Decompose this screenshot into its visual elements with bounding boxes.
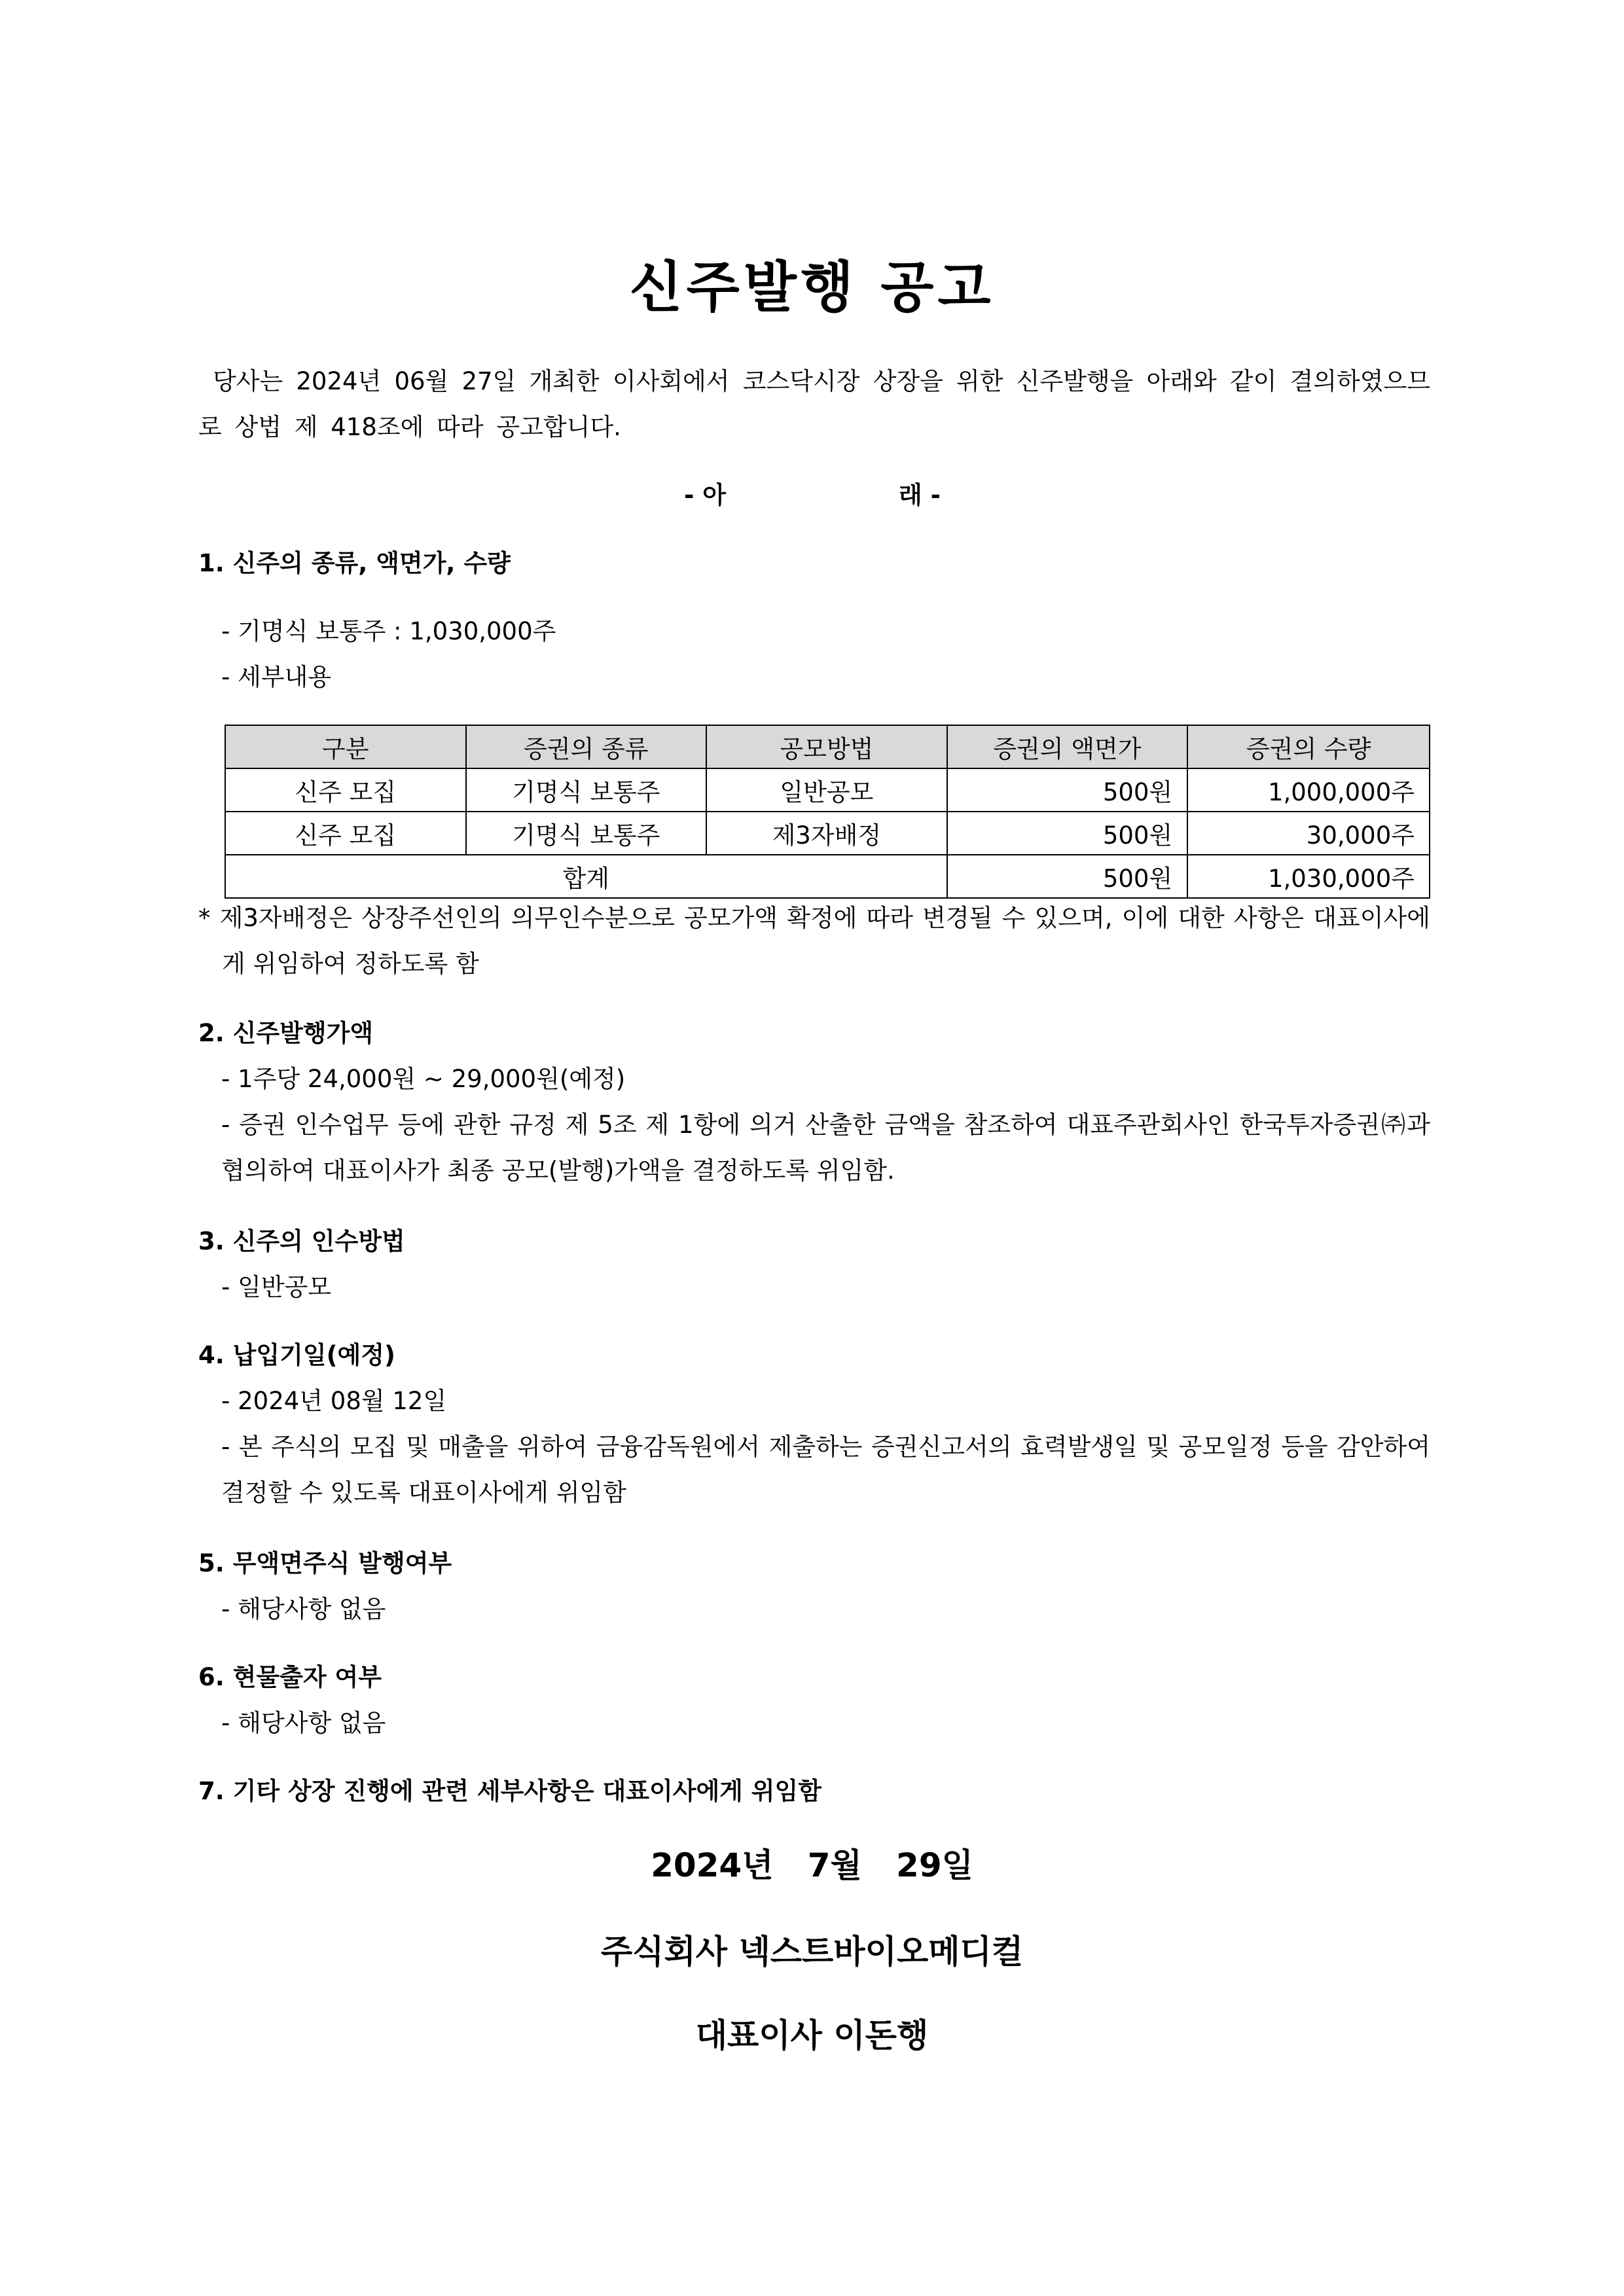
table-cell: 일반공모 (706, 768, 947, 812)
section5-heading: 5. 무액면주식 발행여부 (198, 1549, 452, 1577)
table-header-security-type: 증권의 종류 (466, 725, 707, 768)
table-cell: 500원 (947, 768, 1188, 812)
table-cell: 30,000주 (1187, 812, 1430, 855)
table-cell: 500원 (947, 812, 1188, 855)
below-marker-left: - 아 (684, 481, 726, 509)
section4-heading: 4. 납입기일(예정) (198, 1341, 395, 1369)
page-title: 신주발행 공고 (629, 255, 995, 319)
section1-item-type: - 기명식 보통주 : 1,030,000주 (221, 617, 556, 645)
table-header-offering-method: 공모방법 (706, 725, 947, 768)
section2-heading: 2. 신주발행가액 (198, 1019, 374, 1047)
table-total-quantity: 1,030,000주 (1187, 855, 1430, 898)
share-details-table (225, 725, 1430, 899)
section3-heading: 3. 신주의 인수방법 (198, 1227, 405, 1255)
table-total-par: 500원 (947, 855, 1188, 898)
section2-item-price: - 1주당 24,000원 ~ 29,000원(예정) (221, 1065, 626, 1093)
table-cell: 신주 모집 (225, 812, 466, 855)
section1-note: * 제3자배정은 상장주선인의 의무인수분으로 공모가액 확정에 따라 변경될 수 있으며, 이에 대한 사항은 대표이사에게 위임하여 정하도록 함 (198, 904, 1430, 978)
company-name: 주식회사 넥스트바이오메디컬 (600, 1933, 1024, 1971)
table-header-row (225, 725, 1430, 768)
table-header-par-value: 증권의 액면가 (947, 725, 1188, 768)
table-cell: 기명식 보통주 (466, 768, 707, 812)
table-cell: 1,000,000주 (1187, 768, 1430, 812)
table-header-quantity: 증권의 수량 (1187, 725, 1430, 768)
table-cell: 제3자배정 (706, 812, 947, 855)
section4-item-detail: - 본 주식의 모집 및 매출을 위하여 금융감독원에서 제출하는 증권신고서의 효력발생일 및 공모일정 등을 감안하여 결정할 수 있도록 대표이사에게 위임함 (221, 1433, 1430, 1507)
section6-heading: 6. 현물출자 여부 (198, 1663, 382, 1691)
table-total-label: 합계 (225, 855, 947, 898)
section7-heading: 7. 기타 상장 진행에 관련 세부사항은 대표이사에게 위임함 (198, 1777, 822, 1805)
table-cell: 신주 모집 (225, 768, 466, 812)
table-cell: 기명식 보통주 (466, 812, 707, 855)
ceo-name: 대표이사 이돈행 (695, 2017, 929, 2054)
section1-item-detail: - 세부내용 (221, 663, 332, 691)
table-total-row (225, 855, 1430, 898)
table-row (225, 812, 1430, 855)
section6-item: - 해당사항 없음 (221, 1709, 386, 1737)
table-header-category: 구분 (225, 725, 466, 768)
section3-item-method: - 일반공모 (221, 1273, 332, 1301)
below-marker-right: 래 - (899, 481, 941, 509)
section1-heading: 1. 신주의 종류, 액면가, 수량 (198, 549, 511, 577)
section4-item-date: - 2024년 08월 12일 (221, 1387, 447, 1415)
section5-item: - 해당사항 없음 (221, 1595, 386, 1623)
section2-item-detail: - 증권 인수업무 등에 관한 규정 제 5조 제 1항에 의거 산출한 금액을 참조하여 대표주관회사인 한국투자증권㈜과 협의하여 대표이사가 최종 공모(발행)가액을 결정하도록 위임함. (221, 1111, 1430, 1185)
table-row (225, 768, 1430, 812)
notice-date: 2024년 7월 29일 (651, 1846, 973, 1884)
intro-paragraph: 당사는 2024년 06월 27일 개최한 이사회에서 코스닥시장 상장을 위한 신주발행을 아래와 같이 결의하였으므로 상법 제 418조에 따라 공고합니다. (198, 367, 1430, 441)
